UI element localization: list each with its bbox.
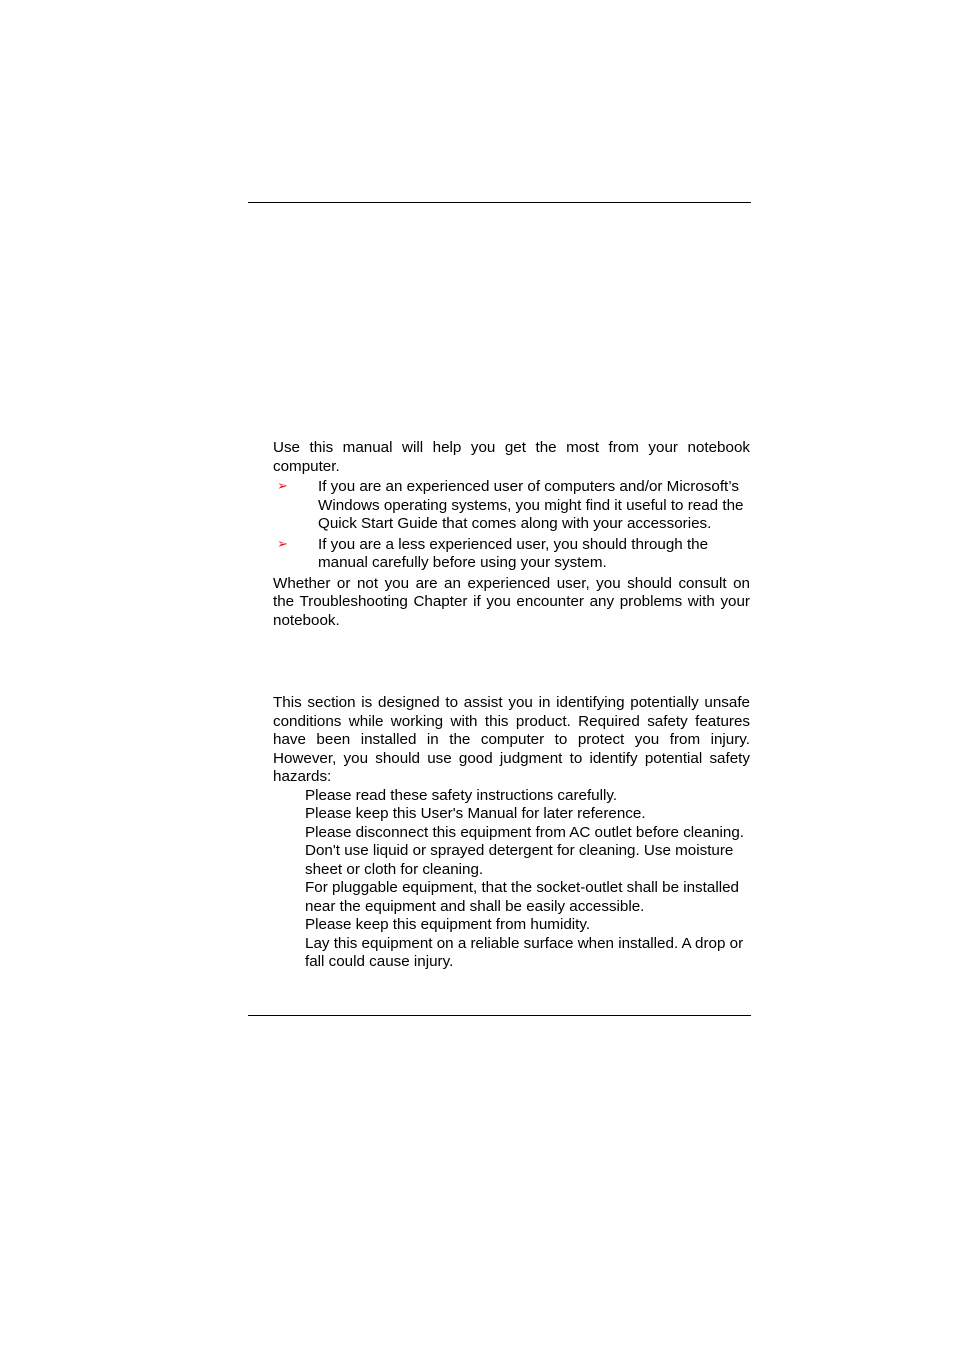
arrow-bullet-icon: ➢: [277, 479, 288, 494]
closing-paragraph: Whether or not you are an experienced user, you should consult on the Troubleshooting Chapter if you encounter any problems with your notebook.: [273, 574, 750, 629]
header-rule: [248, 202, 751, 203]
list-item: Please keep this equipment from humidity.: [305, 916, 591, 933]
list-item: For pluggable equipment, that the socket-outlet shall be installed near the equipment and shall be easily accessible.: [305, 879, 739, 915]
list-item: Please read these safety instructions carefully.: [305, 786, 618, 804]
list-item-text: If you are a less experienced user, you should through the manual carefully before using your system.: [318, 535, 709, 571]
intro-paragraph: Use this manual will help you get the most from your notebook computer.: [273, 439, 750, 475]
list-item: [273, 536, 750, 573]
safety-paragraph: This section is designed to assist you in identifying potentially unsafe conditions while working with this product. Required safety features have been installed in the computer to protect you from injury. However, you should use good judgment to identify potential safety hazards:: [273, 694, 750, 785]
list-item-text: If you are an experienced user of computers and/or Microsoft’s Windows operating systems, you might find it useful to read the Quick Start Guide that comes along with your accessories.: [318, 478, 744, 532]
list-item: Lay this equipment on a reliable surface when installed. A drop or fall could cause injury.: [305, 934, 744, 970]
manual-usage-section: [273, 439, 750, 630]
arrow-bullet-icon: ➢: [277, 536, 288, 552]
safety-section: [273, 694, 750, 972]
list-item: [273, 478, 750, 534]
safety-instructions-list: [273, 787, 750, 972]
list-item: Please keep this User's Manual for later reference.: [305, 805, 646, 822]
footer-rule: [248, 1015, 751, 1016]
user-type-list: [273, 478, 750, 573]
list-item: Please disconnect this equipment from AC outlet before cleaning. Don't use liquid or sprayed detergent for cleaning. Use moisture sheet or cloth for cleaning.: [305, 823, 745, 878]
